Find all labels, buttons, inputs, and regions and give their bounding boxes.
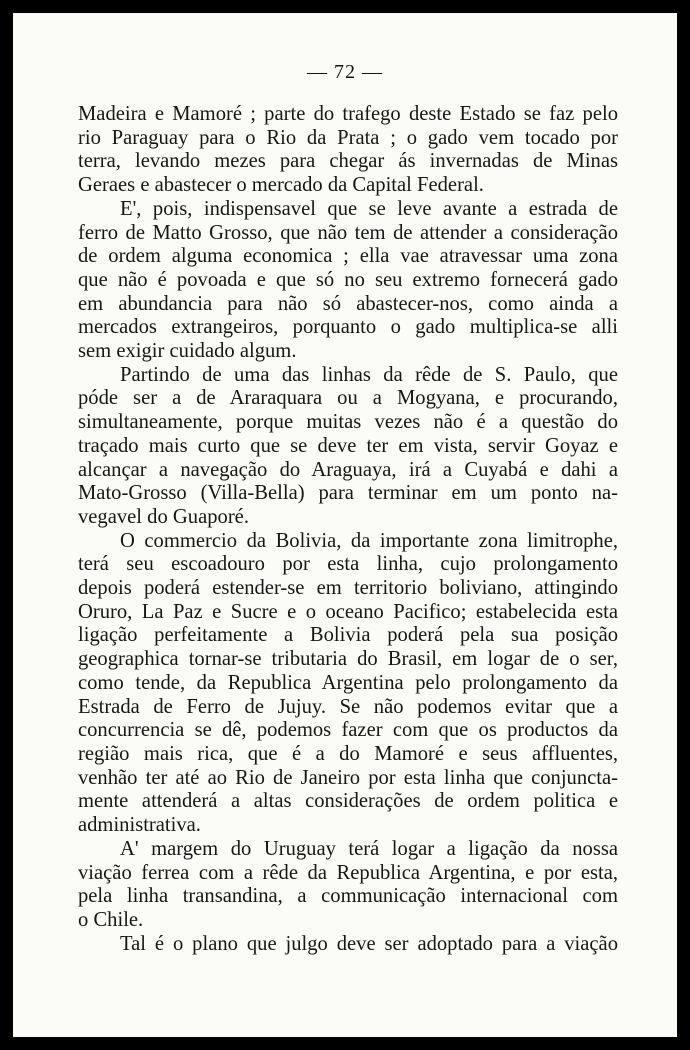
text-line: Geraes e abastecer o mercado da Capital Federal. <box>78 174 484 197</box>
page-number: — 72 — <box>307 61 383 83</box>
text-line: O commercio da Bolivia, da importante zona limitrophe, <box>120 529 618 552</box>
text-line: A' margem do Uruguay terá logar a ligação da nossa <box>120 837 618 860</box>
text-line: póde ser a de Araraquara ou a Mogyana, e procurando, <box>78 387 618 410</box>
text-line: traçado mais curto que se deve ter em vista, servir Goyaz e <box>78 434 618 457</box>
text-line: mercados extrangeiros, porquanto o gado multiplica-se alli <box>78 316 618 339</box>
text-line: simultaneamente, porque muitas vezes não é a questão do <box>78 411 618 434</box>
text-line: pela linha transandina, a communicação internacional com <box>78 885 618 908</box>
text-line: sem exigir cuidado algum. <box>78 340 297 363</box>
text-line: Partindo de uma das linhas da rêde de S. Paulo, que <box>120 363 618 386</box>
text-line: administrativa. <box>78 814 201 837</box>
text-line: em abundancia para não só abastecer-nos, como ainda a <box>78 292 618 315</box>
text-line: viação ferrea com a rêde da Republica Argentina, e por esta, <box>78 861 618 884</box>
text-line: E', pois, indispensavel que se leve avante a estrada de <box>120 197 618 220</box>
text-line: como tende, da Republica Argentina pelo prolongamento da <box>78 671 618 694</box>
text-line: mente attenderá a altas considerações de ordem politica e <box>78 790 618 813</box>
text-line: venhão ter até ao Rio de Janeiro por esta linha que conjuncta- <box>78 766 618 789</box>
document-page <box>13 13 677 1037</box>
text-line: região mais rica, que é a do Mamoré e seus affluentes, <box>78 742 618 765</box>
text-line: ferro de Matto Grosso, que não tem de attender a consideração <box>78 221 618 244</box>
text-line: que não é povoada e que só no seu extremo fornecerá gado <box>78 268 618 291</box>
body-text <box>78 103 618 956</box>
text-line: de ordem alguma economica ; ella vae atravessar uma zona <box>78 245 618 268</box>
text-line: terá seu escoadouro por esta linha, cujo prolongamento <box>78 553 618 576</box>
text-line: depois poderá estender-se em territorio boliviano, attingindo <box>78 577 618 600</box>
text-line: Mato-Grosso (Villa-Bella) para terminar em um ponto na- <box>78 482 618 505</box>
text-line: Madeira e Mamoré ; parte do trafego deste Estado se faz pelo <box>78 103 618 125</box>
text-line: alcançar a navegação do Araguaya, irá a Cuyabá e dahi a <box>78 458 618 481</box>
text-line: ligação perfeitamente a Bolivia poderá pela sua posição <box>78 624 618 647</box>
text-line: vegavel do Guaporé. <box>78 505 249 528</box>
text-line: rio Paraguay para o Rio da Prata ; o gado vem tocado por <box>78 126 618 149</box>
text-line: Oruro, La Paz e Sucre e o oceano Pacifico; estabelecida esta <box>78 600 618 623</box>
text-line: Tal é o plano que julgo deve ser adoptado para a viação <box>120 932 618 955</box>
text-line: terra, levando mezes para chegar ás invernadas de Minas <box>78 150 618 173</box>
text-line: geographica tornar-se tributaria do Brasil, em logar de o ser, <box>78 648 618 671</box>
text-line: concurrencia se dê, podemos fazer com que os productos da <box>78 719 618 742</box>
text-line: o Chile. <box>78 908 144 931</box>
text-line: Estrada de Ferro de Jujuy. Se não podemos evitar que a <box>78 695 618 718</box>
